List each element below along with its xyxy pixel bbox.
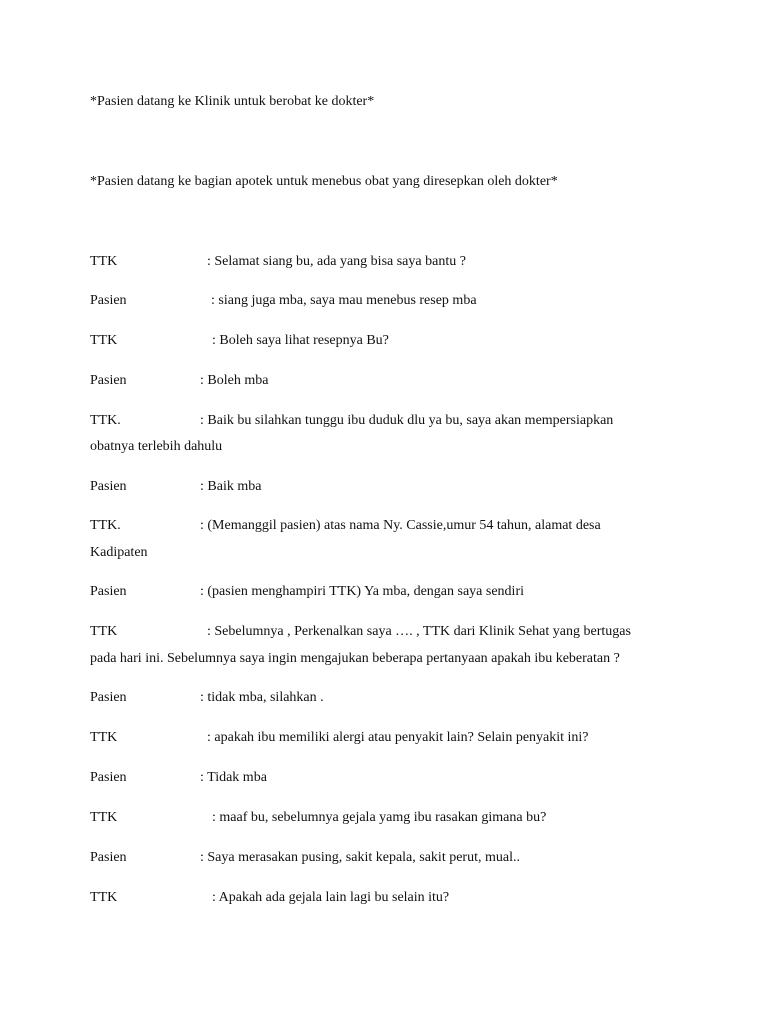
dialogue-text: : tidak mba, silahkan . <box>200 690 324 705</box>
scene-note-clinic: *Pasien datang ke Klinik untuk berobat ke dokter* <box>90 94 375 109</box>
speaker-label: TTK <box>90 333 118 348</box>
dialogue-text: : Baik mba <box>200 479 262 494</box>
dialogue-continuation: pada hari ini. Sebelumnya saya ingin mengajukan beberapa pertanyaan apakah ibu keberatan ? <box>90 651 620 666</box>
dialogue-text: : apakah ibu memiliki alergi atau penyakit lain? Selain penyakit ini? <box>207 730 589 745</box>
dialogue-text: : Selamat siang bu, ada yang bisa saya bantu ? <box>207 254 466 269</box>
dialogue-continuation: Kadipaten <box>90 545 148 560</box>
dialogue-text: : Boleh saya lihat resepnya Bu? <box>212 333 389 348</box>
dialogue-text: : Sebelumnya , Perkenalkan saya …. , TTK dari Klinik Sehat yang bertugas <box>207 624 631 639</box>
speaker-label: Pasien <box>90 850 127 865</box>
speaker-label: Pasien <box>90 293 127 308</box>
speaker-label: Pasien <box>90 373 127 388</box>
speaker-label: TTK <box>90 254 118 269</box>
dialogue-text: : maaf bu, sebelumnya gejala yamg ibu rasakan gimana bu? <box>212 810 547 825</box>
speaker-label: TTK <box>90 730 118 745</box>
dialogue-text: : Saya merasakan pusing, sakit kepala, sakit perut, mual.. <box>200 850 520 865</box>
dialogue-text: : (Memanggil pasien) atas nama Ny. Cassie,umur 54 tahun, alamat desa <box>200 518 601 533</box>
speaker-label: TTK <box>90 624 118 639</box>
dialogue-continuation: obatnya terlebih dahulu <box>90 439 223 454</box>
dialogue-text: : (pasien menghampiri TTK) Ya mba, dengan saya sendiri <box>200 584 525 599</box>
dialogue-text: : Apakah ada gejala lain lagi bu selain itu? <box>212 890 450 905</box>
speaker-label: Pasien <box>90 479 127 494</box>
dialogue-text: : siang juga mba, saya mau menebus resep mba <box>211 293 477 308</box>
speaker-label: Pasien <box>90 584 127 599</box>
speaker-label: TTK <box>90 890 118 905</box>
speaker-label: TTK. <box>90 413 121 428</box>
speaker-label: TTK. <box>90 518 121 533</box>
speaker-label: Pasien <box>90 690 127 705</box>
scene-note-pharmacy: *Pasien datang ke bagian apotek untuk menebus obat yang diresepkan oleh dokter* <box>90 174 558 189</box>
dialogue-text: : Baik bu silahkan tunggu ibu duduk dlu ya bu, saya akan mempersiapkan <box>200 413 614 428</box>
speaker-label: TTK <box>90 810 118 825</box>
speaker-label: Pasien <box>90 770 127 785</box>
dialogue-text: : Boleh mba <box>200 373 269 388</box>
dialogue-text: : Tidak mba <box>200 770 267 785</box>
